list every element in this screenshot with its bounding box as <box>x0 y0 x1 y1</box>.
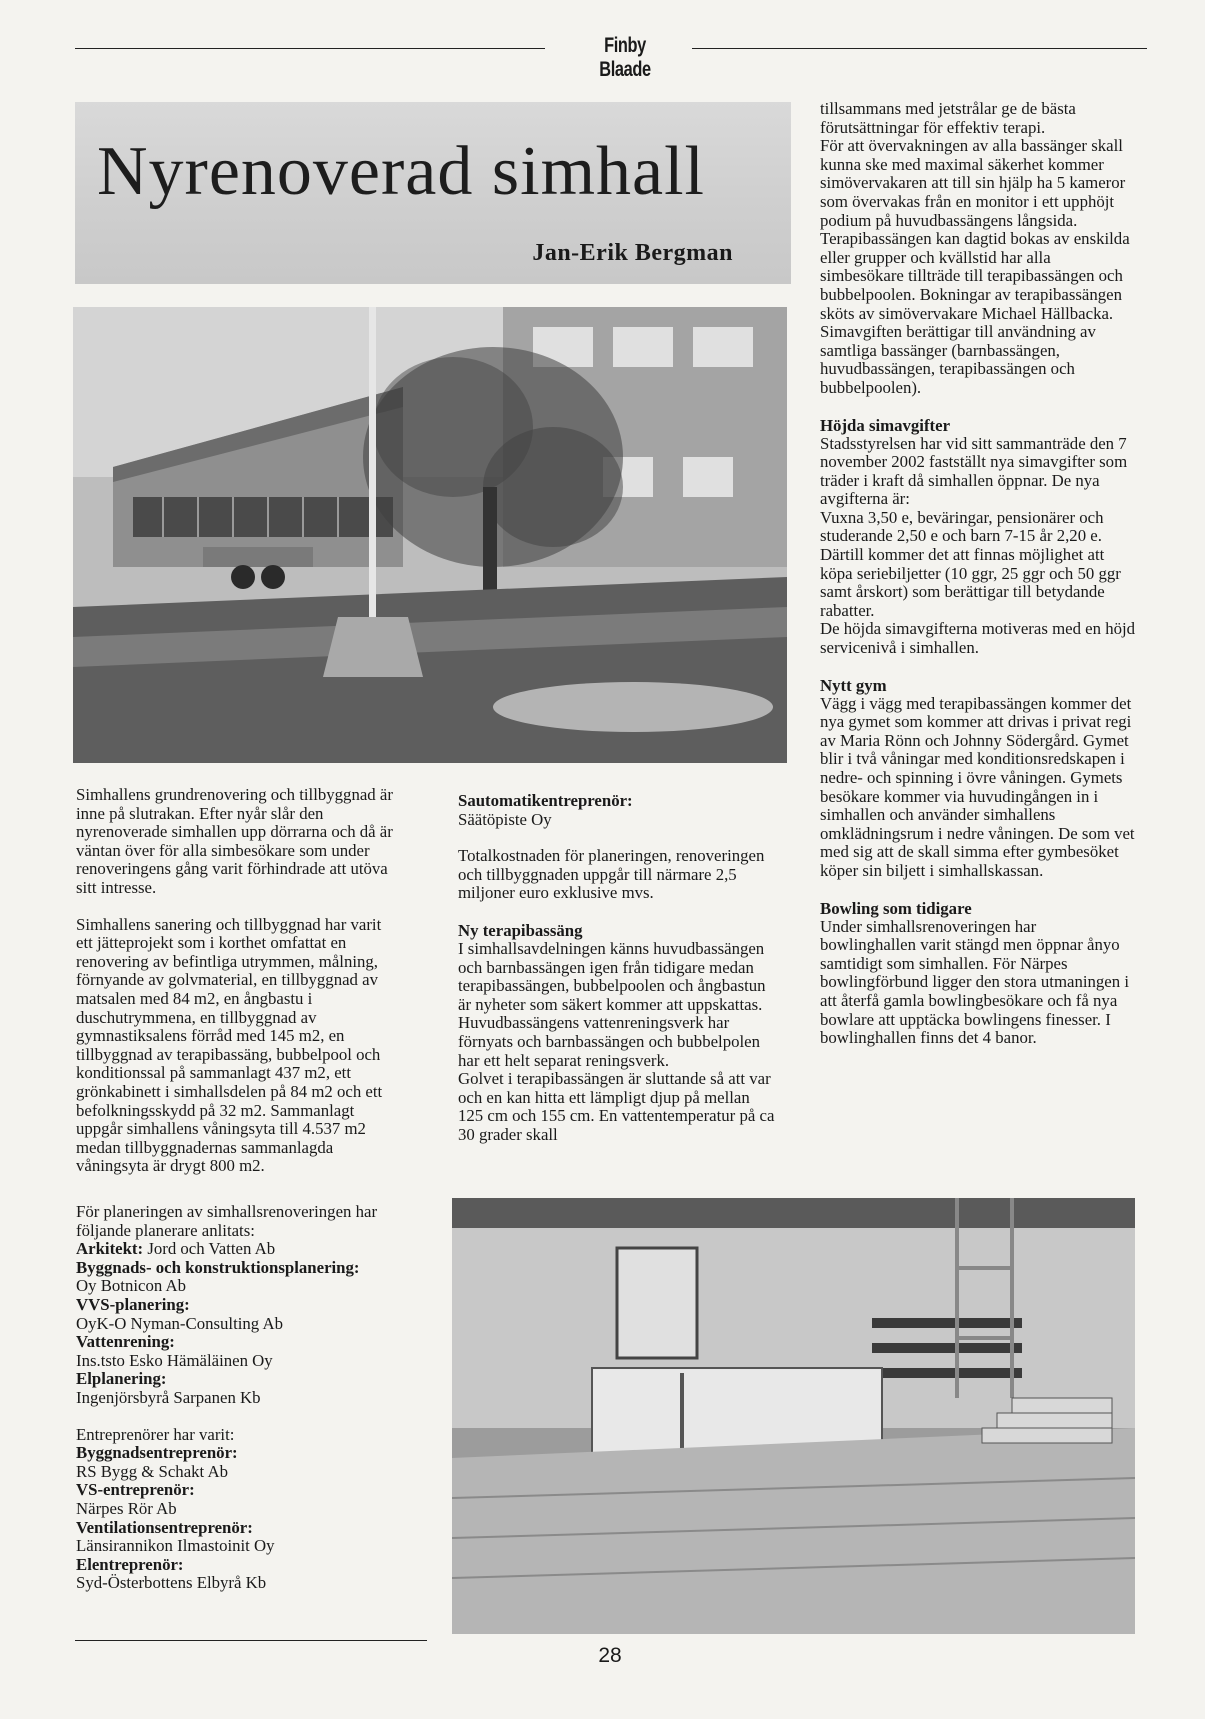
building-exterior-photo <box>73 307 787 763</box>
bowling-paragraph: Under simhallsrenoveringen har bowlinghallen varit stängd men öppnar ånyo samtidigt som simhallen. För Närpes bowlingförbund ligger den stora utmaningen i att återfå gamla bowlingbesökare och få nya bowlare att upptäcka bowlingens finesser. I bowlinghallen finns det 4 banor. <box>820 916 1129 1048</box>
column-1 <box>76 786 399 1176</box>
elent-label: Elentreprenör: <box>76 1554 184 1574</box>
terapi-paragraph-3: Golvet i terapibassängen är sluttande så att var och en kan hitta ett lämpligt djup på mellan 125 cm och 155 cm. En vattentemperatur på ca 30 grader skall <box>458 1069 775 1144</box>
col3-paragraph-1b: För att övervakningen av alla bassänger skall kunna ske med maximal säkerhet kommer simövervakaren att till sin hjälp ha 5 kameror som övervakas från en monitor i ett upphöjt <box>820 136 1126 211</box>
header-rule-left <box>75 48 545 49</box>
elent-value: Syd-Österbottens Elbyrå Kb <box>76 1573 267 1593</box>
heading-hojda-simavgifter: Höjda simavgifter <box>820 415 951 435</box>
col3-paragraph-1d: Terapibassängen kan dagtid bokas av enskilda eller grupper och kvällstid har alla simbesökare tillträde till terapibassängen och bubbelpoolen. Bokningar av terapibassängen sköts av simövervakare Michael Hällbacka. Simavgiften berättigar till användning av samtliga bassänger (barnbassängen, huvudbassängen, terapibassängen och bubbelpoolen). <box>820 229 1130 397</box>
fees-paragraph-2: Vuxna 3,50 e, beväringar, pensionärer och studerande 2,50 e och barn 7-15 år 2,20 e. <box>820 507 1104 546</box>
vent-value: Länsirannikon Ilmastoinit Oy <box>76 1536 275 1556</box>
pool-interior-photo <box>452 1198 1135 1634</box>
renovation-paragraph: Simhallens sanering och tillbyggnad har varit ett jätteprojekt som i korthet omfattat en renovering av befintliga utrymmen, målning, förnyande av golvmaterial, en tillbyggnad av matsalen med 84 m2, en ångbastu i duschutrymmena, en tillbyggnad av gymnastiksalens förråd med 145 m2, en tillbyggnad av terapibassäng, bubbelpool och konditionssal på sammanlagt 437 m2, ett grönkabinett i simhallsdelen på 84 m2 och ett befolkningsskydd på 32 m2. Sammanlagt uppgår simhallens våningsyta till 4.537 m2 medan tillbyggnadernas sammanlagda våningsyta är drygt 800 m2. <box>76 914 383 1176</box>
arkitekt-value: Jord och Vatten Ab <box>147 1239 276 1259</box>
planners-list <box>76 1203 406 1593</box>
cost-paragraph: Totalkostnaden för planeringen, renoveringen och tillbyggnaden uppgår till närmare 2,5 miljoner euro exklusive mvs. <box>458 846 765 903</box>
intro-paragraph: Simhallens grundrenovering och tillbyggnad är inne på slutrakan. Efter nyår slår den nyrenoverade simhallen upp dörrarna och då är väntan över för alla simbesökare som under renoveringens gång varit förhindrade att utöva sitt intresse. <box>76 785 393 897</box>
vent-label: Ventilationsentreprenör: <box>76 1517 253 1537</box>
publication-name: Finby Blaade <box>599 34 651 81</box>
byggent-value: RS Bygg & Schakt Ab <box>76 1461 228 1481</box>
article-author: Jan-Erik Bergman <box>532 240 733 266</box>
saut-label: Sautomatikentreprenör: <box>458 791 633 810</box>
terapi-paragraph-1: I simhallsavdelningen känns huvudbassängen och barnbassängen igen från tidigare medan terapibassängen, bubbelpoolen och ångbastun är nyheter som säkert kommer att uppskattas. <box>458 938 766 1014</box>
column-2 <box>458 792 778 1145</box>
heading-ny-terapibassang: Ny terapibassäng <box>458 920 583 940</box>
vsent-value: Närpes Rör Ab <box>76 1498 177 1518</box>
vvs-label: VVS-planering: <box>76 1294 190 1314</box>
article-title: Nyrenoverad simhall <box>97 133 705 210</box>
heading-bowling: Bowling som tidigare <box>820 898 972 918</box>
terapi-paragraph-2: Huvudbassängens vattenreningsverk har förnyats och barnbassängen och bubbelpolen har ett helt separat reningsverk. <box>458 1013 760 1070</box>
el-value: Ingenjörsbyrå Sarpanen Kb <box>76 1387 261 1407</box>
vsent-label: VS-entreprenör: <box>76 1480 195 1500</box>
bygg-plan-label: Byggnads- och konstruktionsplanering: <box>76 1257 360 1277</box>
arkitekt-label: Arkitekt: <box>76 1239 144 1259</box>
column-3 <box>820 100 1136 1048</box>
contractors-intro: Entreprenörer har varit: <box>76 1424 235 1444</box>
fees-paragraph-3: Därtill kommer det att finnas möjlighet att köpa seriebiljetter (10 ggr, 25 ggr och 50 ggr samt årskort) som berättigar till betydande rabatter. <box>820 545 1121 620</box>
byggent-label: Byggnadsentreprenör: <box>76 1443 238 1463</box>
page-number: 28 <box>598 1644 622 1667</box>
fees-paragraph-4: De höjda simavgifterna motiveras med en höjd servicenivå i simhallen. <box>820 619 1136 658</box>
footer-rule <box>75 1640 427 1641</box>
gym-paragraph: Vägg i vägg med terapibassängen kommer det nya gymet som kommer att drivas i privat regi av Maria Rönn och Johnny Södergård. Gymet blir i två våningar med konditionsredskapen i nedre- och spinning i övre våningen. Gymets besökare kommer via huvudingången in i simhallen och använder simhallens omklädningsrum i nedre våningen. De som vet med sig att de skall simma efter gymbesöket köper sin biljett i simhallskassan. <box>820 693 1135 880</box>
planners-intro: För planeringen av simhallsrenoveringen har följande planerare anlitats: <box>76 1202 378 1240</box>
vatten-label: Vattenrening: <box>76 1332 175 1352</box>
vvs-value: OyK-O Nyman-Consulting Ab <box>76 1313 283 1333</box>
heading-nytt-gym: Nytt gym <box>820 675 887 695</box>
el-label: Elplanering: <box>76 1369 167 1389</box>
title-block <box>75 102 791 284</box>
fees-paragraph-1: Stadsstyrelsen har vid sitt sammanträde den 7 november 2002 fastställt nya simavgifter som träder i kraft då simhallen öppnar. De nya avgifterna är: <box>820 433 1128 509</box>
header-rule-right <box>692 48 1147 49</box>
vatten-value: Ins.tsto Esko Hämäläinen Oy <box>76 1350 273 1370</box>
col3-paragraph-1c: podium på huvudbassängens långsida. <box>820 210 1078 230</box>
bygg-plan-value: Oy Botnicon Ab <box>76 1276 187 1296</box>
saut-value: Säätöpiste Oy <box>458 809 552 829</box>
col3-paragraph-1a: tillsammans med jetstrålar ge de bästa förutsättningar för effektiv terapi. <box>820 99 1076 137</box>
